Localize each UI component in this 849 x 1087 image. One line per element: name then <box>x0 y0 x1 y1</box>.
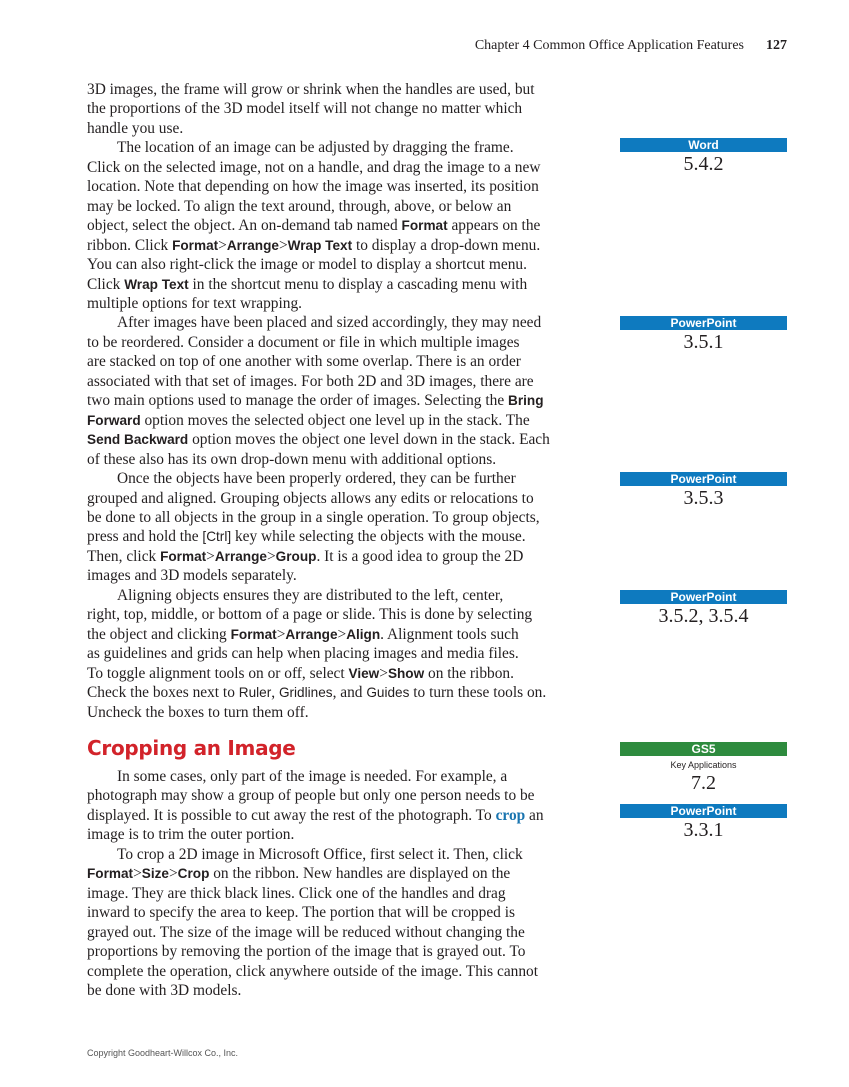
text-line <box>87 527 597 546</box>
ui-term: Arrange <box>226 237 279 253</box>
text-run: are stacked on top of one another with some overlap. There is an order <box>87 353 521 371</box>
text-run: > <box>276 625 286 643</box>
ui-term: Format <box>230 626 277 642</box>
text-run: in the shortcut menu to display a cascading menu with <box>188 275 528 293</box>
ui-term: Arrange <box>214 548 267 564</box>
text-run: two main options used to manage the order of images. Selecting the <box>87 392 509 410</box>
text-run: proportions by removing the portion of the image that is grayed out. To <box>87 943 526 961</box>
text-line <box>87 903 597 922</box>
body-text-section-1 <box>87 80 597 722</box>
text-run: After images have been placed and sized accordingly, they may need <box>117 314 542 332</box>
ui-term: Bring <box>508 393 544 409</box>
text-run: grouped and aligned. Grouping objects allows any edits or relocations to <box>87 489 534 507</box>
text-line <box>87 566 597 585</box>
text-run: To toggle alignment tools on or off, select <box>87 664 349 682</box>
text-line <box>87 99 597 118</box>
text-run: > <box>133 865 142 883</box>
text-run: complete the operation, click anywhere outside of the image. This cannot <box>87 962 539 980</box>
text-line <box>87 119 597 138</box>
text-run: be done to all objects in the group in a single operation. To group objects, <box>87 508 540 526</box>
text-run: option moves the selected object one level up in the stack. The <box>140 411 530 429</box>
running-header <box>475 38 787 54</box>
text-run: inward to specify the area to keep. The portion that will be cropped is <box>87 904 515 922</box>
ui-term: Show <box>387 665 425 681</box>
text-run: press and hold the <box>87 528 203 546</box>
text-line <box>87 923 597 942</box>
text-line <box>87 845 597 864</box>
text-run: Uncheck the boxes to turn them off. <box>87 703 309 721</box>
text-run: as guidelines and grids can help when placing images and media files. <box>87 645 519 663</box>
text-line <box>87 197 597 216</box>
text-line <box>87 372 597 391</box>
ui-term: Wrap Text <box>287 237 353 253</box>
ui-term: Format <box>160 548 207 564</box>
text-run: > <box>206 547 215 565</box>
sidebar-tag-gs5: GS5 <box>620 742 787 756</box>
text-line <box>87 962 597 981</box>
text-line <box>87 450 597 469</box>
text-line <box>87 786 597 805</box>
text-run: object, select the object. An on-demand tab named <box>87 217 402 235</box>
sidebar-tag-powerpoint: PowerPoint <box>620 590 787 604</box>
text-run: . It is a good idea to group the 2D <box>316 547 524 565</box>
text-line <box>87 644 597 663</box>
text-line <box>87 275 597 294</box>
text-line <box>87 703 597 722</box>
text-line <box>87 138 597 157</box>
text-line <box>87 158 597 177</box>
text-run: key while selecting the objects with the mouse. <box>231 528 526 546</box>
text-line <box>87 236 597 255</box>
text-run: on the ribbon. <box>424 664 514 682</box>
text-run: multiple options for text wrapping. <box>87 294 303 312</box>
text-run: > <box>379 664 388 682</box>
text-run: to be reordered. Consider a document or file in which multiple images <box>87 333 520 351</box>
text-line <box>87 825 597 844</box>
text-run: may be locked. To align the text around, through, above, or below an <box>87 197 512 215</box>
text-line <box>87 981 597 1000</box>
text-run: images and 3D models separately. <box>87 567 297 585</box>
chapter-title: Chapter 4 Common Office Application Features <box>474 38 744 53</box>
sidebar-objective-number: 7.2 <box>691 772 716 794</box>
text-line <box>87 547 597 566</box>
text-line <box>87 80 597 99</box>
text-run: the object and clicking <box>87 625 231 643</box>
sidebar-objective-number: 5.4.2 <box>683 153 724 175</box>
ui-term: Arrange <box>285 626 338 642</box>
text-run: image. They are thick black lines. Click one of the handles and drag <box>87 884 506 902</box>
ui-term: Align <box>346 626 381 642</box>
text-run: handle you use. <box>87 119 184 137</box>
text-run: Once the objects have been properly ordered, they can be further <box>117 470 516 488</box>
text-line <box>87 313 597 332</box>
sidebar-tag-powerpoint: PowerPoint <box>620 804 787 818</box>
ui-term: Wrap Text <box>124 276 189 292</box>
text-line <box>87 586 597 605</box>
text-run: an <box>525 806 544 824</box>
text-run: Check the boxes next to <box>87 684 239 702</box>
sidebar-objective-number: 3.5.2, 3.5.4 <box>658 605 749 627</box>
text-run: option moves the object one level down in the stack. Each <box>188 431 550 449</box>
sidebar-objective-number: 3.5.3 <box>683 487 724 509</box>
text-line <box>87 352 597 371</box>
text-run: > <box>218 236 227 254</box>
ui-label: Gridlines <box>278 685 333 701</box>
ui-term: Forward <box>87 412 141 428</box>
text-run: To crop a 2D image in Microsoft Office, first select it. Then, click <box>117 845 523 863</box>
sidebar-tag-word: Word <box>620 138 787 152</box>
text-line <box>87 489 597 508</box>
sidebar-objective-number: 3.5.1 <box>683 331 724 353</box>
text-line <box>87 625 597 644</box>
text-run: right, top, middle, or bottom of a page or slide. This is done by selecting <box>87 606 533 624</box>
section-heading: Cropping an Image <box>87 736 296 760</box>
text-run: photograph may show a group of people but only one person needs to be <box>87 787 535 805</box>
text-run: > <box>337 625 347 643</box>
text-line <box>87 255 597 274</box>
ui-label: Guides <box>366 685 410 701</box>
text-run: to turn these tools on. <box>409 684 547 702</box>
text-run: The location of an image can be adjusted by dragging the frame. <box>117 139 514 157</box>
text-line <box>87 469 597 488</box>
copyright-footer: Copyright Goodheart-Willcox Co., Inc. <box>87 1048 239 1058</box>
text-line <box>87 605 597 624</box>
text-run: displayed. It is possible to cut away the rest of the photograph. To <box>87 806 496 824</box>
text-line <box>87 177 597 196</box>
text-line <box>87 508 597 527</box>
text-run: Click on the selected image, not on a handle, and drag the image to a new <box>87 158 541 176</box>
sidebar-tag-powerpoint: PowerPoint <box>620 316 787 330</box>
text-line <box>87 942 597 961</box>
sidebar-subtitle: Key Applications <box>670 760 737 770</box>
body-text-section-2 <box>87 767 597 1000</box>
text-run: the proportions of the 3D model itself will not change no matter which <box>87 100 523 118</box>
text-line <box>87 430 597 449</box>
text-run: In some cases, only part of the image is needed. For example, a <box>117 768 508 785</box>
ui-label: [Ctrl] <box>202 529 232 545</box>
text-line <box>87 294 597 313</box>
text-run: Then, click <box>87 547 161 565</box>
ui-term: Send Backward <box>87 432 189 448</box>
text-run: 3D images, the frame will grow or shrink when the handles are used, but <box>87 81 535 98</box>
ui-term: Format <box>172 237 219 253</box>
text-run: Click <box>87 275 125 293</box>
text-run: associated with that set of images. For both 2D and 3D images, there are <box>87 372 534 390</box>
page-number: 127 <box>766 38 787 53</box>
text-line <box>87 391 597 410</box>
text-run: , and <box>332 684 367 702</box>
text-run: grayed out. The size of the image will be reduced without changing the <box>87 923 525 941</box>
text-run: > <box>168 865 178 883</box>
ui-term: Group <box>275 548 317 564</box>
text-line <box>87 333 597 352</box>
text-line <box>87 664 597 683</box>
key-term: crop <box>495 806 526 824</box>
ui-term: Format <box>401 218 448 234</box>
sidebar-objective-number: 3.3.1 <box>683 819 724 841</box>
text-run: > <box>278 236 288 254</box>
ui-label: Ruler <box>238 685 272 701</box>
text-run: be done with 3D models. <box>87 981 242 999</box>
text-line <box>87 884 597 903</box>
text-run: . Alignment tools such <box>380 625 519 643</box>
text-run: You can also right-click the image or model to display a shortcut menu. <box>87 256 527 274</box>
ui-term: View <box>348 665 380 681</box>
text-run: of these also has its own drop-down menu with additional options. <box>87 450 497 468</box>
text-line <box>87 806 597 825</box>
text-run: , <box>271 684 279 702</box>
sidebar-tag-powerpoint: PowerPoint <box>620 472 787 486</box>
text-line <box>87 767 597 786</box>
text-line <box>87 411 597 430</box>
text-line <box>87 216 597 235</box>
text-run: > <box>266 547 276 565</box>
text-run: on the ribbon. New handles are displayed on the <box>209 865 511 883</box>
text-run: location. Note that depending on how the image was inserted, its position <box>87 178 539 196</box>
text-run: image is to trim the outer portion. <box>87 826 295 844</box>
text-run: appears on the <box>447 217 541 235</box>
text-line <box>87 864 597 883</box>
text-run: Aligning objects ensures they are distributed to the left, center, <box>117 586 504 604</box>
text-line <box>87 683 597 702</box>
ui-term: Crop <box>177 866 210 882</box>
ui-term: Size <box>141 866 169 882</box>
text-run: to display a drop-down menu. <box>352 236 541 254</box>
ui-term: Format <box>87 866 134 882</box>
text-run: ribbon. Click <box>87 236 173 254</box>
